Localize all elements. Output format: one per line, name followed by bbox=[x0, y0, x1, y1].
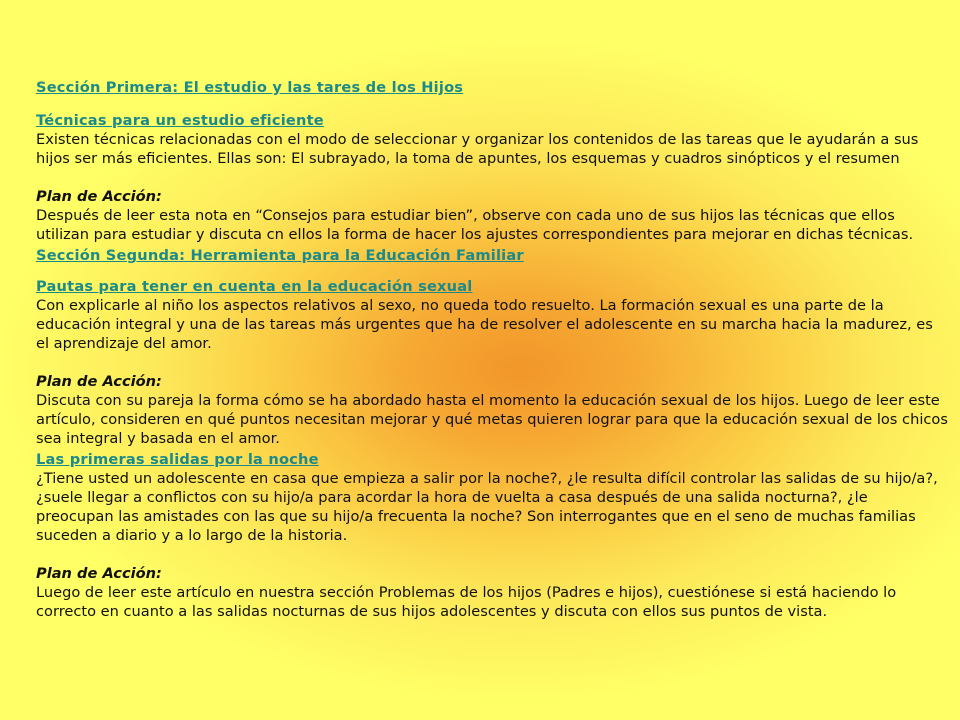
study-techniques-link[interactable]: Técnicas para un estudio eficiente bbox=[36, 112, 324, 129]
sex-education-link[interactable]: Pautas para tener en cuenta en la educación sexual bbox=[36, 278, 473, 295]
section-two-link[interactable]: Sección Segunda: Herramienta para la Educación Familiar bbox=[36, 247, 524, 264]
section-one-link[interactable]: Sección Primera: El estudio y las tares de los Hijos bbox=[36, 79, 464, 96]
plan-text-3: Luego de leer este artículo en nuestra sección Problemas de los hijos (Padres e hijos), cuestiónese si está haciendo lo correcto en cuanto a las salidas nocturnas de sus hijos adolescentes y discuta con ellos sus puntos de vista. bbox=[36, 584, 897, 620]
study-techniques-text: Existen técnicas relacionadas con el modo de seleccionar y organizar los contenidos de las tareas que le ayudarán a sus hijos ser más eficientes. Ellas son: El subrayado, la toma de apuntes, los esquemas y cuadros sinópticos y el resumen bbox=[36, 131, 919, 167]
sex-education-text: Con explicarle al niño los aspectos relativos al sexo, no queda todo resuelto. La formación sexual es una parte de la educación integral y una de las tareas más urgentes que ha de resolver el adolescente en su marcha hacia la madurez, es el aprendizaje del amor. bbox=[36, 297, 933, 352]
plan-label-2: Plan de Acción: bbox=[36, 373, 162, 390]
plan-text-2: Discuta con su pareja la forma cómo se ha abordado hasta el momento la educación sexual de los hijos. Luego de leer este artículo, consideren en qué puntos necesitan mejorar y qué metas quieren lograr para que la educación sexual de los chicos sea integral y basada en el amor. bbox=[36, 392, 948, 447]
plan-label-3: Plan de Acción: bbox=[36, 565, 162, 582]
slide-content bbox=[36, 78, 948, 621]
night-outings-text: ¿Tiene usted un adolescente en casa que empieza a salir por la noche?, ¿le resulta difícil controlar las salidas de su hijo/a?, ¿suele llegar a conflictos con su hijo/a para acordar la hora de vuelta a casa después de una salida nocturna?, ¿le preocupan las amistades con las que su hijo/a frecuenta la noche? Son interrogantes que en el seno de muchas familias suceden a diario y a lo largo de la historia. bbox=[36, 470, 938, 544]
night-outings-link[interactable]: Las primeras salidas por la noche bbox=[36, 451, 319, 468]
plan-label-1: Plan de Acción: bbox=[36, 188, 162, 205]
plan-text-1: Después de leer esta nota en “Consejos para estudiar bien”, observe con cada uno de sus hijos las técnicas que ellos utilizan para estudiar y discuta cn ellos la forma de hacer los ajustes correspondientes para mejorar en dichas técnicas. bbox=[36, 207, 914, 243]
